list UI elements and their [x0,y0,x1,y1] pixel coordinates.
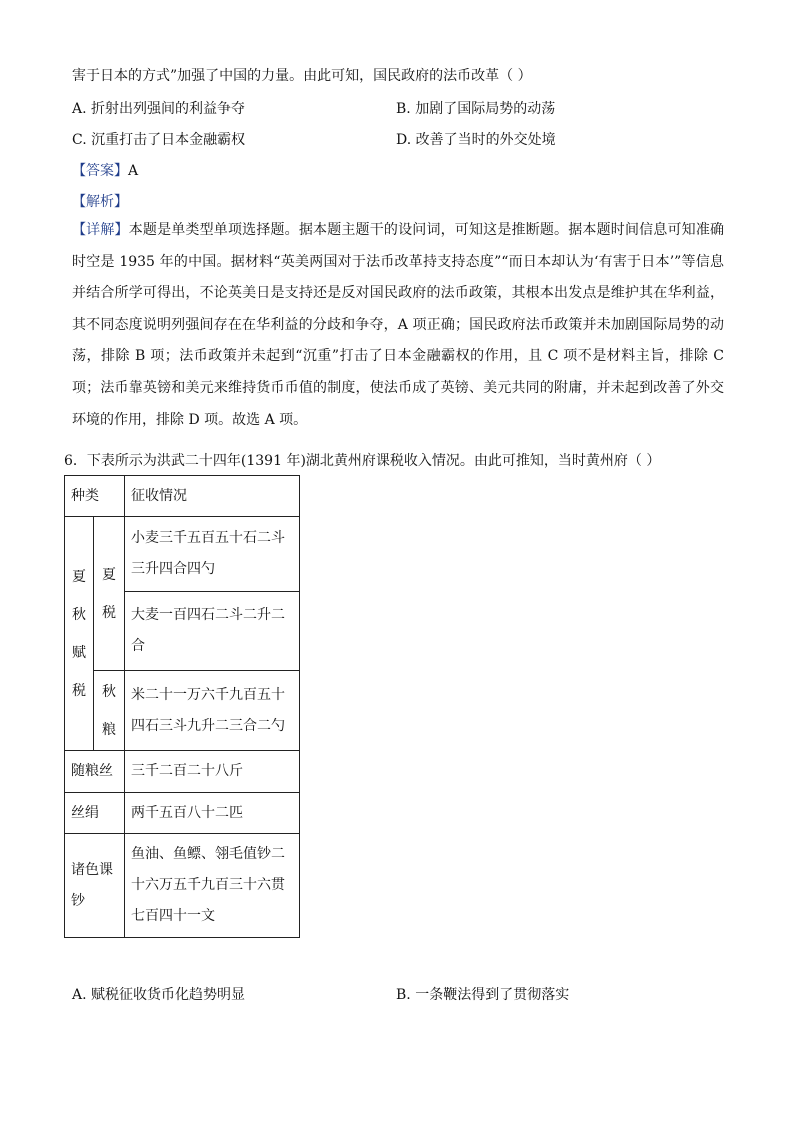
answer-value: A [128,163,139,179]
option-c: C. 沉重打击了日本金融霸权 [72,132,246,148]
table-row [65,671,300,751]
table-row [65,517,300,592]
table-row [65,834,300,938]
table-row [65,751,300,793]
question5-stem-tail: 害于日本的方式”加强了中国的力量。由此可知，国民政府的法币改革（ ） [72,68,532,84]
answer-line [72,161,138,181]
tax-table [64,475,300,938]
value-cell: 两千五百八十二匹 [125,793,300,834]
autumn-grain-label: 秋粮 [94,671,125,751]
detail-text: 本题是单类型单项选择题。据本题主题干的设问词，可知这是推断题。据本题时间信息可知准确时空是 1935 年的中国。据材料“英美两国对于法币改革持支持态度”“而日本却认为‘有害于日本’”等信息并结合所学可得出，不论英美日是支持还是反对国民政府的法币政策，其根本出发点是维护其在华利益，其不同态度说明列强间存在在华利益的分歧和争夺，A 项正确；国民政府法币政策并未加剧国际局势的动荡，排除 B 项；法币政策并未起到“沉重”打击了日本金融霸权的作用，且 C 项不是材料主旨，排除 C 项；法币靠英镑和美元来维持货币币值的制度，使法币成了英镑、美元共同的附庸，并未起到改善了外交环境的作用，排除 D 项。故选 A 项。 [72,222,725,428]
header-collection: 征收情况 [125,476,300,517]
kind-cell: 诸色课钞 [65,834,125,938]
option-b: B. 加剧了国际局势的动荡 [396,101,556,117]
value-cell: 三千二百二十八斤 [125,751,300,793]
q6-option-b: B. 一条鞭法得到了贯彻落实 [396,987,570,1003]
option-a: A. 折射出列强间的利益争夺 [72,101,246,117]
summer-barley-cell: 大麦一百四石二斗二升二合 [125,592,300,671]
option-d: D. 改善了当时的外交处境 [396,132,556,148]
answer-tag: 【答案】 [72,163,128,179]
question6-stem: 6．下表所示为洪武二十四年(1391 年)湖北黄州府课税收入情况。由此可推知，当时黄州府（ ） [64,453,661,469]
header-kind: 种类 [65,476,125,517]
detail-tag: 【详解】 [72,222,129,238]
detail-paragraph [72,215,724,436]
analysis-tag: 【解析】 [72,194,128,210]
q6-option-a: A. 赋税征收货币化趋势明显 [72,987,246,1003]
group-label-cell: 夏秋赋税 [65,517,94,751]
summer-wheat-cell: 小麦三千五百五十石二斗三升四合四勺 [125,517,300,592]
kind-cell: 随粮丝 [65,751,125,793]
table-row [65,793,300,834]
kind-cell: 丝绢 [65,793,125,834]
autumn-rice-cell: 米二十一万六千九百五十四石三斗九升二三合二勺 [125,671,300,751]
value-cell: 鱼油、鱼鳔、翎毛值钞二十六万五千九百三十六贯七百四十一文 [125,834,300,938]
summer-tax-label: 夏税 [94,517,125,671]
table-header-row [65,476,300,517]
